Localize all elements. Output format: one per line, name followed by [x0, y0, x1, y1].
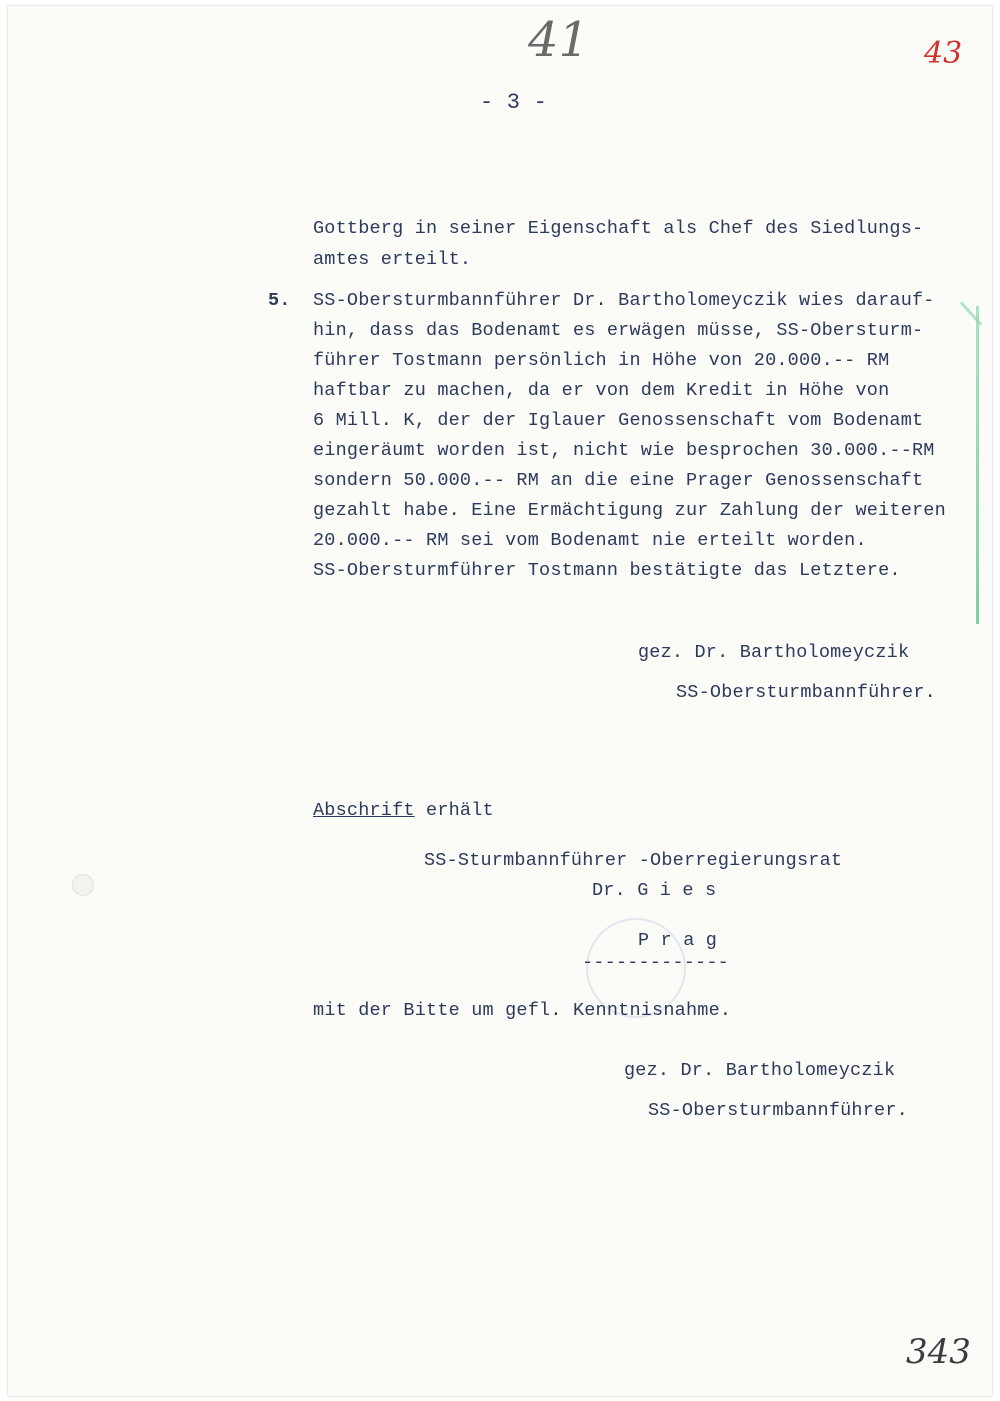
folio-number: 43 — [924, 36, 963, 71]
signature-name: gez. Dr. Bartholomeyczik — [638, 642, 910, 663]
signature-rank: SS-Obersturmbannführer. — [676, 682, 936, 703]
copy-heading-line — [313, 800, 494, 821]
body-line: Gottberg in seiner Eigenschaft als Chef des Siedlungs- — [313, 218, 924, 239]
copy-heading-rest: erhält — [414, 800, 494, 821]
body-line: führer Tostmann persönlich in Höhe von 20.000.-- RM — [313, 350, 890, 371]
archive-number: 41 — [528, 12, 590, 68]
punch-hole — [72, 874, 94, 896]
body-line: 6 Mill. K, der der Iglauer Genossenschaft vom Bodenamt — [313, 410, 924, 431]
body-line: 20.000.-- RM sei vom Bodenamt nie erteilt worden. — [313, 530, 867, 551]
recipient-name: Dr. G i e s — [592, 880, 717, 901]
item-number: 5. — [268, 290, 291, 311]
recipient-title: SS-Sturmbannführer -Oberregierungsrat — [424, 850, 843, 871]
copy-heading: Abschrift — [313, 800, 415, 821]
body-line: hin, dass das Bodenamt es erwägen müsse, SS-Obersturm- — [313, 320, 924, 341]
document-page — [8, 6, 992, 1396]
page-number: - 3 - — [480, 90, 548, 115]
handwritten-page-number: 343 — [906, 1332, 971, 1372]
body-line: SS-Obersturmführer Tostmann bestätigte das Letztere. — [313, 560, 901, 581]
body-line: gezahlt habe. Eine Ermächtigung zur Zahlung der weiteren — [313, 500, 946, 521]
request-line: mit der Bitte um gefl. Kenntnisnahme. — [313, 1000, 732, 1021]
body-line: sondern 50.000.-- RM an die eine Prager Genossenschaft — [313, 470, 924, 491]
green-margin-mark — [976, 306, 979, 624]
body-line: eingeräumt worden ist, nicht wie besprochen 30.000.--RM — [313, 440, 935, 461]
recipient-city: P r a g — [638, 930, 718, 951]
body-line: haftbar zu machen, da er von dem Kredit in Höhe von — [313, 380, 890, 401]
body-line: amtes erteilt. — [313, 249, 472, 270]
signature-name: gez. Dr. Bartholomeyczik — [624, 1060, 896, 1081]
body-line: SS-Obersturmbannführer Dr. Bartholomeyczik wies darauf- — [313, 290, 935, 311]
signature-rank: SS-Obersturmbannführer. — [648, 1100, 908, 1121]
city-underline-rule: ------------- — [582, 952, 729, 973]
